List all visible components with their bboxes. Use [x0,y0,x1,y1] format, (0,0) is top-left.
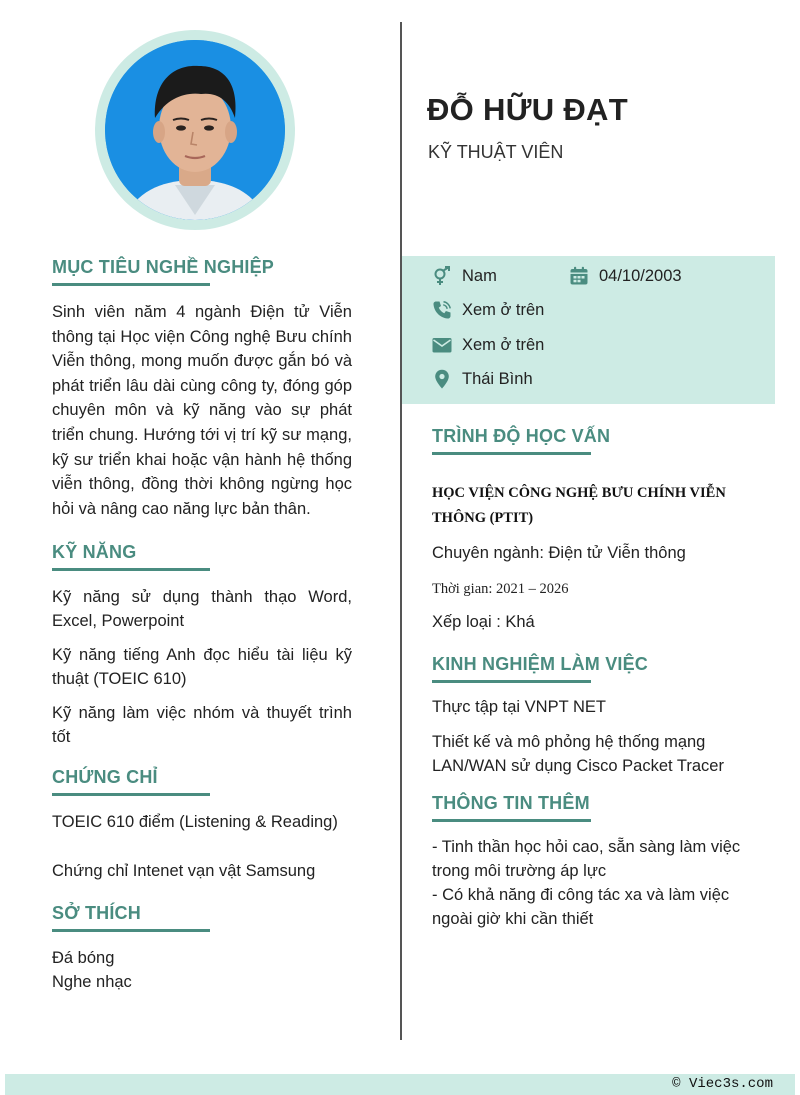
certificate-item: TOEIC 610 điểm (Listening & Reading) [52,813,338,832]
extra-info-title: THÔNG TIN THÊM [432,793,590,813]
hobbies-title: SỞ THÍCH [52,903,141,924]
section-underline [432,680,591,683]
job-title: KỸ THUẬT VIÊN [428,142,564,162]
section-underline [52,283,210,286]
section-underline [52,929,210,932]
avatar-frame [95,30,295,230]
education-period: Thời gian: 2021 – 2026 [432,581,569,597]
experience-section [432,654,772,778]
avatar [105,40,285,220]
contact-email [432,335,544,355]
gender-icon [432,266,452,286]
experience-title: KINH NGHIỆM LÀM VIỆC [432,654,649,674]
mail-icon [432,335,452,355]
education-section [432,426,772,634]
location-icon [432,369,452,389]
address-value: Thái Bình [462,369,533,388]
candidate-name: ĐỖ HỮU ĐẠT [427,92,628,127]
footer-bar [5,1074,795,1095]
section-underline [432,819,591,822]
education-grade: Xếp loại : Khá [432,613,535,631]
contact-birthday [569,266,682,286]
education-title: TRÌNH ĐỘ HỌC VẤN [432,426,611,446]
contact-phone [432,300,544,320]
objective-section [52,257,352,521]
gender-value: Nam [462,266,497,285]
extra-info-section [432,793,772,931]
section-underline [432,452,591,455]
footer-credit: © Viec3s.com [672,1076,773,1092]
email-value: Xem ở trên [462,335,545,354]
skill-item: Kỹ năng làm việc nhóm và thuyết trình tốt [52,704,352,747]
section-underline [52,793,210,796]
extra-info-item: - Tinh thần học hỏi cao, sẵn sàng làm việc trong môi trường áp lực [432,838,741,880]
hobbies-section [52,903,352,994]
hobby-item: Nghe nhạc [52,973,132,992]
column-divider [400,22,402,1040]
phone-value: Xem ở trên [462,300,545,319]
skill-item: Kỹ năng tiếng Anh đọc hiểu tài liệu kỹ thuật (TOEIC 610) [52,646,352,689]
hobby-item: Đá bóng [52,949,115,968]
contact-panel [402,256,775,404]
certificates-section [52,767,352,883]
left-column [52,257,352,994]
section-underline [52,568,210,571]
objective-text: Sinh viên năm 4 ngành Điện tử Viễn thông tại Học viện Công nghệ Bưu chính Viễn thông, mong muốn được gắn bó và phát triển lâu dài cùng công ty, đóng góp chuyên môn và kỹ năng vào sự phát triển chung. Hướng tới vị trí kỹ sư mạng, kỹ sư triển khai hoặc vận hành hệ thống viễn thông, đồng thời không ngừng học hỏi và nâng cao năng lực bản thân. [52,303,352,518]
contact-gender [432,266,497,286]
contact-address [432,369,533,389]
portrait-photo [105,40,285,220]
certificates-title: CHỨNG CHỈ [52,767,158,788]
skill-item: Kỹ năng sử dụng thành thạo Word, Excel, Powerpoint [52,588,352,631]
education-major: Chuyên ngành: Điện tử Viễn thông [432,544,686,562]
skills-section [52,542,352,749]
extra-info-item: - Có khả năng đi công tác xa và làm việc ngoài giờ khi cần thiết [432,886,730,928]
certificate-item: Chứng chỉ Intenet vạn vật Samsung [52,862,316,881]
calendar-icon [569,266,589,286]
objective-title: MỤC TIÊU NGHỀ NGHIỆP [52,257,275,277]
phone-icon [432,300,452,320]
school-name: HỌC VIỆN CÔNG NGHỆ BƯU CHÍNH VIỄN THÔNG (PTIT) [432,485,726,526]
skills-title: KỸ NĂNG [52,542,137,563]
birthday-value: 04/10/2003 [599,266,682,285]
experience-item: Thiết kế và mô phỏng hệ thống mạng LAN/WAN sử dụng Cisco Packet Tracer [432,733,724,775]
experience-item: Thực tập tại VNPT NET [432,698,606,716]
